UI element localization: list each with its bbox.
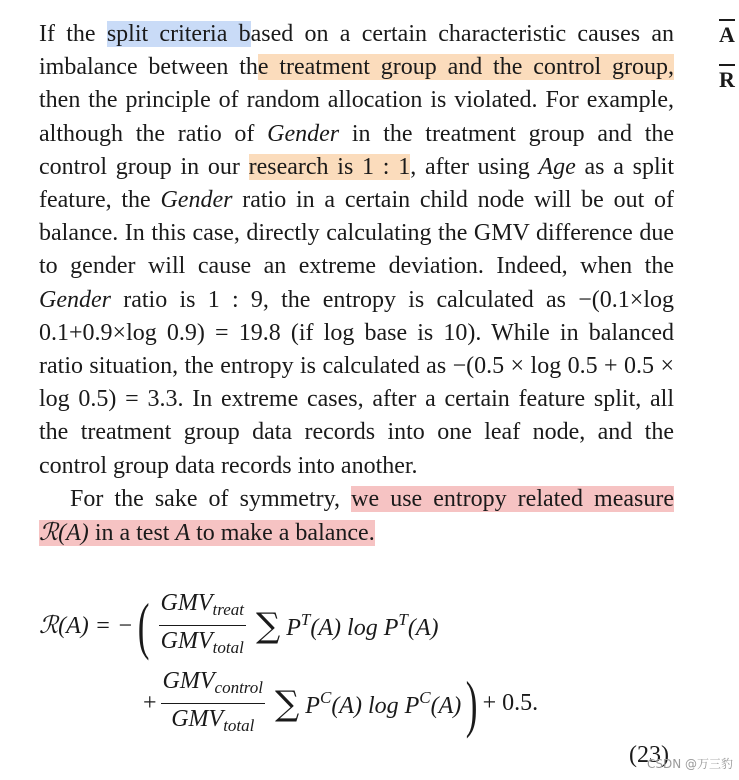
highlight-text: to make a balance. xyxy=(190,520,375,547)
fraction-denominator xyxy=(159,626,246,663)
highlight-text: in a test xyxy=(88,520,176,547)
equation-number: (23) xyxy=(629,742,669,768)
text-run: , after using xyxy=(410,153,539,180)
math-A: A xyxy=(175,520,191,547)
paragraph-imbalance xyxy=(39,18,674,483)
sum-symbol: ∑ xyxy=(255,605,281,646)
arg-text: (A) xyxy=(430,692,462,719)
text-run: as a split feature, the xyxy=(39,153,674,214)
equation-line-2 xyxy=(143,666,538,741)
margin-letter-a: A xyxy=(719,19,735,48)
superscript: C xyxy=(419,687,431,707)
gmv-symbol: GMV xyxy=(162,668,215,694)
gmv-symbol: GMV xyxy=(171,706,224,732)
fraction-numerator xyxy=(161,666,265,704)
subscript: total xyxy=(223,716,255,735)
sum-symbol: ∑ xyxy=(275,683,300,724)
p-symbol: P xyxy=(305,692,320,719)
p-symbol: P xyxy=(404,692,420,719)
superscript: T xyxy=(300,609,311,629)
math-age: Age xyxy=(538,153,576,180)
highlight-orange[interactable]: research is 1 : 1 xyxy=(248,153,411,180)
fraction-control xyxy=(161,666,265,741)
paper-text-block xyxy=(39,18,674,550)
math-calR: ℛ xyxy=(39,518,59,547)
close-paren: ) xyxy=(466,667,478,739)
text-run: ratio in a certain child node will be out of balance. In this case, directly calculating the GMV difference due to gender will cause an extreme deviation. Indeed, when the xyxy=(39,187,674,280)
plus-sign: + xyxy=(143,690,157,716)
p-symbol: P xyxy=(383,614,399,641)
watermark: CSDN @万三豹 xyxy=(646,757,733,771)
text-run: If the xyxy=(39,21,107,47)
subscript: total xyxy=(212,638,244,657)
equation-tail: + 0.5. xyxy=(482,690,539,716)
highlight-blue[interactable]: split criteria b xyxy=(106,21,251,47)
fraction-numerator xyxy=(159,588,246,626)
arg-text: (A) xyxy=(407,614,439,641)
equation-lhs: ℛ(A) = − xyxy=(39,613,134,639)
superscript: C xyxy=(319,687,332,707)
superscript: T xyxy=(398,609,408,629)
p-symbol: P xyxy=(286,614,301,641)
subscript: control xyxy=(214,678,264,697)
math-gender: Gender xyxy=(267,120,340,147)
text-run: in the treatment group and the control group in our xyxy=(39,120,675,180)
paragraph-symmetry xyxy=(39,483,674,550)
equation-line-1 xyxy=(39,588,439,663)
math-gender: Gender xyxy=(160,187,233,214)
math-arg-A: (A) xyxy=(58,520,89,547)
fraction-denominator xyxy=(169,704,256,741)
text-run: then the principle of random allocation is violated. For example, although the ratio of xyxy=(39,87,674,147)
prob-term xyxy=(305,688,461,720)
arg-text: (A) log xyxy=(331,692,405,719)
gmv-symbol: GMV xyxy=(160,628,213,654)
math-gender: Gender xyxy=(39,286,111,313)
text-run: ratio is 1 : 9, the entropy is calculated as −(0.1×log 0.1+0.9×log 0.9) = 19.8 (if log base is 10). While in balanced ratio situation, the entropy is calculated as −(0.5 × log 0.5 + 0.5 × log 0.5) = 3.3. In extreme cases, after a certain feature split, all the treatment group data records into one leaf node, and the control group data records into another. xyxy=(39,286,674,479)
equation-23 xyxy=(39,588,699,748)
prob-term xyxy=(286,610,438,642)
subscript: treat xyxy=(212,600,244,619)
highlight-text: we use entropy related measure xyxy=(351,485,674,512)
margin-letter-r: R xyxy=(719,64,735,93)
arg-text: (A) log xyxy=(310,614,384,641)
fraction-treat xyxy=(159,588,246,663)
highlight-orange[interactable]: e treatment group and the control group, xyxy=(257,54,674,81)
open-paren: ( xyxy=(137,589,150,661)
text-run: For the sake of symmetry, xyxy=(70,485,352,512)
text-run: ased on a certain characteristic causes an imbalance between th xyxy=(39,21,674,81)
gmv-symbol: GMV xyxy=(160,590,213,616)
